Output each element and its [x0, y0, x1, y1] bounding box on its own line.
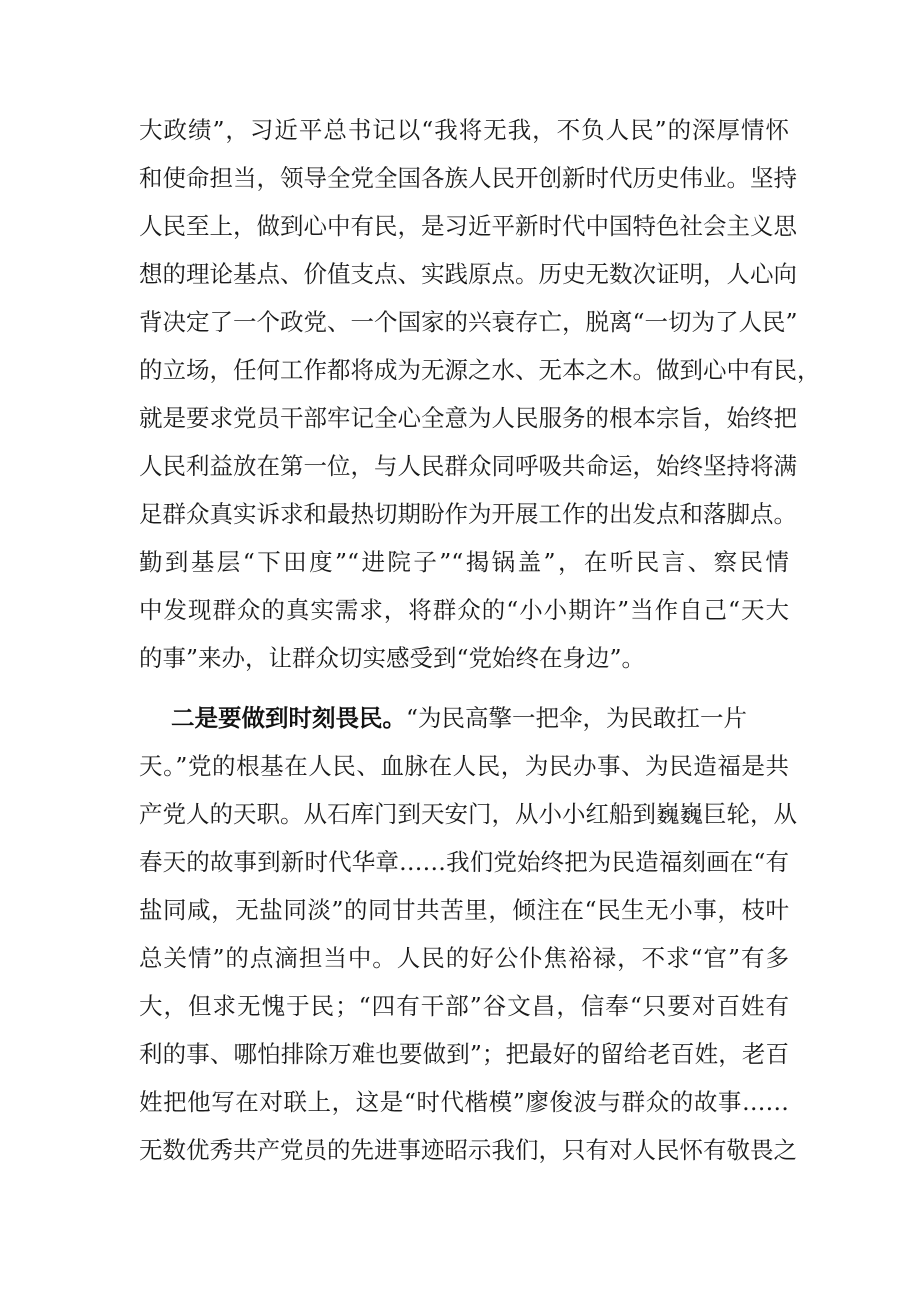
paragraph-2-line: 无数优秀共产党员的先进事迹昭示我们，只有对人民怀有敬畏之 [139, 1136, 797, 1164]
paragraph-1-line: 人民至上，做到心中有民，是习近平新时代中国特色社会主义思 [139, 212, 797, 240]
paragraph-1-line: 人民利益放在第一位，与人民群众同呼吸共命运，始终坚持将满 [139, 452, 797, 480]
paragraph-1-line: 的立场，任何工作都将成为无源之水、无本之木。做到心中有民， [139, 356, 821, 384]
paragraph-2-first-line-text: “为民高擎一把伞，为民敢扛一片 [406, 704, 748, 732]
paragraph-2-first-line [139, 694, 789, 742]
paragraph-1-line: 勤到基层“下田度”“进院子”“揭锅盖”，在听民言、察民情 [139, 548, 789, 576]
paragraph-1-line: 背决定了一个政党、一个国家的兴衰存亡，脱离“一切为了人民” [139, 308, 798, 336]
paragraph-2-line: 总关情”的点滴担当中。人民的好公仆焦裕禄，不求“官”有多 [139, 944, 789, 972]
paragraph-1-line: 的事”来办，让群众切实感受到“党始终在身边”。 [139, 644, 646, 672]
paragraph-1-line: 想的理论基点、价值支点、实践原点。历史无数次证明，人心向 [139, 260, 797, 288]
paragraph-1-line: 和使命担当，领导全党全国各族人民开创新时代历史伟业。坚持 [139, 164, 797, 192]
paragraph-2-line: 产党人的天职。从石库门到天安门，从小小红船到巍巍巨轮，从 [139, 800, 797, 828]
paragraph-2 [139, 694, 797, 1174]
paragraph-2-line: 春天的故事到新时代华章……我们党始终把为民造福刻画在“有 [139, 848, 789, 876]
paragraph-1 [139, 106, 821, 682]
paragraph-1-line: 足群众真实诉求和最热切期盼作为开展工作的出发点和落脚点。 [139, 500, 797, 528]
paragraph-2-line: 姓把他写在对联上，这是“时代楷模”廖俊波与群众的故事…… [139, 1088, 789, 1116]
paragraph-1-line: 中发现群众的真实需求，将群众的“小小期许”当作自己“天大 [139, 596, 789, 624]
paragraph-2-line: 盐同咸，无盐同淡”的同甘共苦里，倾注在“民生无小事，枝叶 [139, 896, 789, 924]
paragraph-1-line: 大政绩”，习近平总书记以“我将无我，不负人民”的深厚情怀 [139, 116, 789, 144]
paragraph-1-line: 就是要求党员干部牢记全心全意为人民服务的根本宗旨，始终把 [139, 404, 797, 432]
paragraph-2-line: 天。”党的根基在人民、血脉在人民，为民办事、为民造福是共 [139, 752, 789, 780]
paragraph-2-line: 利的事、哪怕排除万难也要做到”；把最好的留给老百姓，老百 [139, 1040, 789, 1068]
paragraph-2-line: 大，但求无愧于民；“四有干部”谷文昌，信奉“只要对百姓有 [139, 992, 789, 1020]
section-heading: 二是要做到时刻畏民。 [171, 704, 406, 732]
